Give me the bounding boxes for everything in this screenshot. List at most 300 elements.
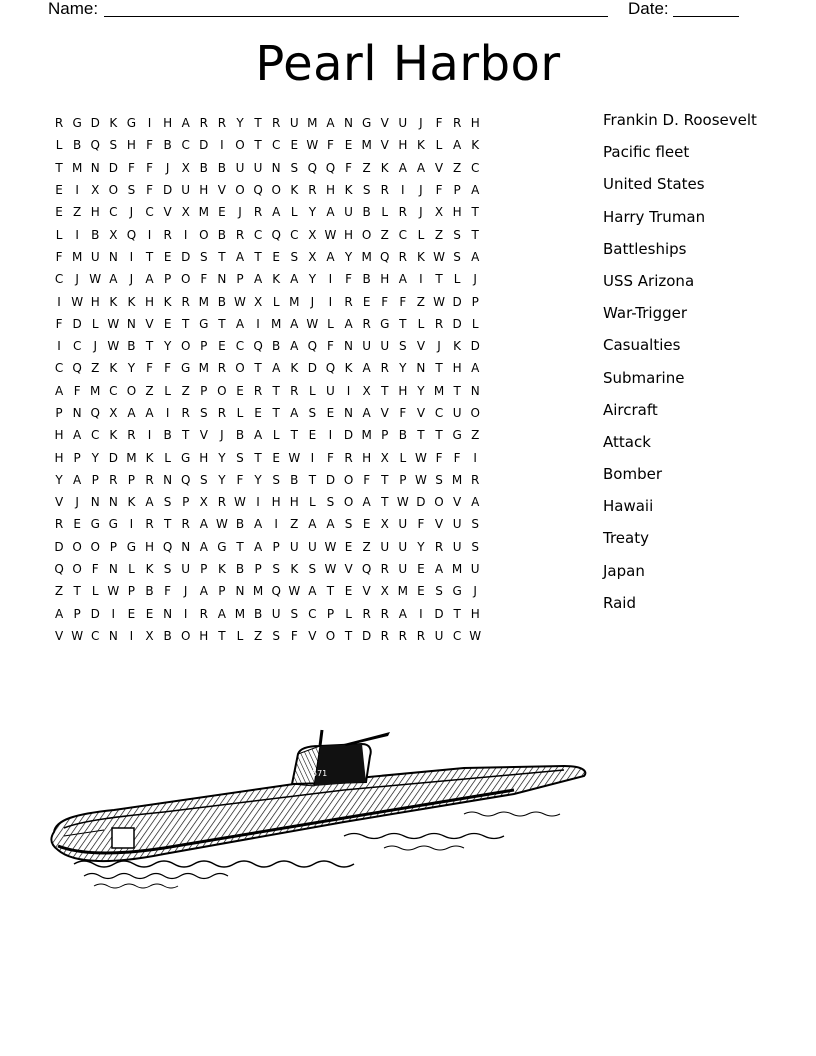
grid-letter: T [218,249,226,264]
grid-letter: P [272,539,280,554]
grid-letter: K [145,450,154,465]
grid-letter: R [199,116,208,131]
grid-letter: T [344,628,353,643]
grid-letter: N [90,160,100,175]
grid-letter: F [146,183,153,198]
grid-letter: S [199,249,208,264]
grid-letter: U [452,406,462,420]
grid-letter: O [72,539,82,554]
grid-row [50,223,590,245]
grid-letter: H [325,183,335,198]
grid-letter: F [164,584,172,599]
grid-letter: W [234,294,246,309]
grid-letter: I [147,116,152,131]
grid-letter: D [452,294,462,309]
grid-letter: R [217,495,227,510]
grid-letter: B [73,138,82,153]
grid-letter: A [398,160,407,175]
grid-letter: T [471,205,479,220]
grid-letter: V [163,205,172,220]
grid-letter: Q [162,539,173,554]
grid-letter: K [453,339,462,354]
grid-letter: R [253,205,263,220]
grid-letter: P [73,606,81,621]
grid-letter: H [145,294,155,309]
grid-letter: B [253,606,263,621]
grid-letter: K [272,272,281,287]
grid-letter: H [398,383,408,398]
grid-letter: W [324,539,337,554]
grid-letter: Z [91,361,100,376]
grid-letter: Y [344,249,353,264]
grid-letter: R [217,406,227,420]
grid-letter: Z [145,383,154,398]
word-list-item: USS Arizona [603,271,695,290]
grid-letter: A [253,428,263,443]
grid-letter: E [163,249,172,264]
grid-letter: R [398,205,407,220]
grid-letter: I [401,183,405,198]
grid-letter: R [362,316,371,331]
grid-letter: E [218,205,226,220]
grid-letter: T [399,316,407,331]
grid-letter: F [345,272,352,287]
grid-letter: H [145,539,155,554]
grid-letter: R [380,183,389,198]
grid-letter: A [471,249,480,264]
grid-letter: S [272,562,280,577]
grid-letter: E [73,517,81,532]
grid-letter: J [473,272,477,287]
grid-letter: U [181,183,191,198]
grid-letter: U [307,539,317,554]
grid-letter: S [199,406,208,420]
grid-letter: A [54,606,64,621]
grid-row [50,157,590,179]
grid-letter: C [235,339,245,354]
grid-letter: J [473,584,477,599]
grid-row [50,402,590,424]
grid-letter: X [181,160,190,175]
grid-letter: C [145,205,154,220]
grid-letter: B [163,138,172,153]
grid-letter: P [200,562,208,577]
grid-letter: S [109,138,118,153]
grid-letter: V [380,406,389,420]
grid-letter: A [73,472,82,487]
grid-letter: P [254,562,262,577]
grid-letter: D [199,138,209,153]
grid-letter: Y [417,383,425,398]
grid-letter: O [108,183,119,198]
grid-letter: Q [90,138,100,153]
grid-letter: E [55,205,63,220]
grid-letter: H [380,272,390,287]
grid-letter: C [398,227,408,242]
grid-letter: Q [325,160,336,175]
grid-letter: T [218,628,226,643]
grid-letter: O [72,562,82,577]
grid-letter: R [217,361,227,376]
grid-letter: E [145,606,154,621]
grid-letter: P [109,539,117,554]
grid-letter: A [199,539,208,554]
grid-letter: N [108,628,118,643]
grid-letter: P [127,584,136,599]
grid-letter: P [200,383,208,398]
grid-letter: S [435,584,443,599]
grid-letter: N [108,495,118,510]
grid-letter: N [108,562,118,577]
grid-letter: E [308,428,317,443]
grid-letter: Q [72,361,82,376]
grid-letter: W [414,472,427,487]
grid-letter: C [308,606,317,621]
grid-letter: A [272,361,281,376]
grid-letter: R [398,628,407,643]
grid-letter: L [91,316,99,331]
grid-letter: Z [362,539,371,554]
grid-letter: V [416,406,426,420]
grid-letter: W [288,584,301,599]
grid-letter: R [398,249,407,264]
grid-letter: B [235,517,245,532]
grid-letter: D [162,183,173,198]
grid-letter: R [181,517,190,532]
grid-letter: A [290,272,299,287]
grid-letter: E [362,517,371,532]
grid-letter: K [290,183,299,198]
grid-letter: O [470,406,480,420]
grid-letter: V [453,495,462,510]
grid-letter: X [91,183,100,198]
grid-letter: F [91,562,99,577]
grid-letter: B [235,562,245,577]
grid-letter: L [309,383,316,398]
grid-letter: W [107,339,120,354]
grid-letter: E [254,406,262,420]
word-list-item: Battleships [603,239,687,258]
grid-letter: Y [308,205,317,220]
grid-letter: L [290,205,298,220]
grid-letter: R [308,183,317,198]
grid-letter: J [183,584,188,599]
grid-letter: H [452,205,462,220]
grid-letter: R [145,517,154,532]
word-list-item: Raid [603,593,636,612]
grid-letter: J [129,272,134,287]
grid-letter: H [289,495,299,510]
grid-letter: K [416,138,425,153]
grid-letter: R [163,227,172,242]
grid-letter: N [416,361,426,376]
grid-letter: E [417,562,425,577]
grid-letter: Z [452,160,462,175]
grid-letter: F [435,450,443,465]
grid-letter: J [75,272,79,287]
grid-letter: M [451,562,463,577]
grid-letter: U [90,249,100,264]
grid-letter: D [90,606,100,621]
grid-letter: N [163,606,173,621]
grid-letter: M [126,450,137,465]
grid-letter: P [127,472,136,487]
grid-letter: U [253,160,263,175]
grid-letter: F [399,294,407,309]
grid-letter: A [253,539,263,554]
grid-letter: W [215,517,228,532]
grid-row [50,134,590,156]
grid-letter: L [164,383,171,398]
grid-letter: E [163,316,172,331]
grid-letter: Z [434,227,444,242]
grid-letter: C [253,227,263,242]
grid-letter: D [307,361,317,376]
grid-letter: A [326,249,335,264]
date-label: Date: [628,0,669,18]
grid-letter: I [328,272,333,287]
grid-letter: S [308,562,317,577]
grid-letter: R [344,294,353,309]
hull-number: 571 [312,769,328,778]
grid-letter: P [326,606,335,621]
grid-letter: L [164,450,171,465]
grid-letter: U [452,539,462,554]
grid-letter: O [343,472,354,487]
grid-letter: J [310,294,315,309]
grid-letter: H [54,428,64,443]
grid-letter: N [344,116,354,131]
grid-letter: S [435,472,443,487]
grid-letter: Z [73,205,82,220]
grid-letter: E [55,183,63,198]
grid-letter: K [163,294,172,309]
grid-letter: T [290,428,298,443]
grid-letter: Y [417,539,425,554]
grid-letter: G [181,361,191,376]
grid-letter: A [253,272,263,287]
grid-letter: C [109,205,118,220]
grid-row [50,625,590,647]
grid-letter: K [290,562,299,577]
grid-letter: I [419,606,423,621]
grid-letter: R [217,116,227,131]
grid-letter: D [343,428,354,443]
grid-letter: I [129,628,134,643]
grid-letter: F [327,450,334,465]
grid-letter: S [471,517,480,532]
grid-letter: K [217,562,226,577]
grid-letter: X [199,495,208,510]
grid-letter: M [234,606,246,621]
grid-letter: U [398,539,408,554]
grid-letter: N [181,539,191,554]
grid-letter: I [147,428,152,443]
word-list-item: Submarine [603,368,685,387]
grid-letter: J [419,183,423,198]
grid-row [50,268,590,290]
grid-letter: O [235,361,245,376]
grid-letter: I [473,450,477,465]
grid-letter: X [380,450,389,465]
grid-letter: R [109,472,118,487]
grid-letter: A [308,517,317,532]
grid-letter: R [199,606,208,621]
grid-letter: G [452,584,462,599]
grid-letter: X [109,406,118,420]
grid-letter: C [434,406,444,420]
grid-letter: A [326,517,335,532]
grid-letter: J [419,116,423,131]
grid-letter: A [109,272,118,287]
grid-letter: F [127,160,135,175]
grid-letter: U [380,339,390,354]
grid-letter: P [200,339,208,354]
grid-letter: I [328,294,333,309]
grid-letter: I [129,249,134,264]
grid-letter: U [289,539,299,554]
grid-letter: B [290,472,299,487]
grid-letter: Y [308,272,317,287]
grid-letter: S [272,472,280,487]
grid-letter: A [54,383,64,398]
grid-letter: I [346,383,351,398]
grid-letter: T [254,249,262,264]
grid-letter: T [272,406,280,420]
grid-letter: O [90,539,100,554]
name-field[interactable] [104,16,608,17]
grid-letter: T [272,383,280,398]
grid-letter: V [380,138,389,153]
grid-letter: L [453,272,461,287]
grid-letter: K [127,495,136,510]
grid-letter: A [145,272,154,287]
grid-letter: B [362,272,371,287]
grid-letter: S [199,472,208,487]
grid-letter: G [452,428,462,443]
grid-letter: P [55,406,63,420]
grid-letter: O [271,183,281,198]
grid-letter: B [235,428,245,443]
grid-letter: C [181,138,190,153]
grid-letter: C [91,428,100,443]
grid-letter: G [361,116,372,131]
grid-letter: B [127,339,136,354]
grid-letter: F [290,628,298,643]
grid-letter: Y [218,450,226,465]
grid-letter: N [344,339,354,354]
grid-letter: P [163,272,172,287]
grid-letter: C [271,138,281,153]
date-field[interactable] [673,16,739,17]
grid-letter: Y [127,361,136,376]
grid-row [50,424,590,446]
grid-letter: T [381,383,389,398]
grid-letter: B [217,227,226,242]
grid-letter: A [199,517,208,532]
grid-letter: D [72,316,82,331]
grid-letter: E [344,584,353,599]
grid-letter: F [55,316,63,331]
grid-letter: N [344,406,354,420]
grid-letter: R [344,450,353,465]
grid-letter: R [380,562,389,577]
grid-letter: T [453,383,461,398]
grid-letter: X [109,227,118,242]
grid-letter: B [398,428,407,443]
grid-letter: F [399,406,407,420]
grid-letter: V [308,628,317,643]
grid-letter: P [73,450,81,465]
grid-letter: X [380,517,389,532]
grid-letter: A [217,606,226,621]
grid-letter: K [109,294,118,309]
grid-letter: L [55,138,63,153]
word-list-item: Japan [603,561,645,580]
grid-letter: T [471,227,479,242]
grid-letter: I [75,183,79,198]
grid-letter: O [325,628,336,643]
grid-letter: P [471,294,479,309]
grid-letter: H [470,606,480,621]
grid-letter: Y [55,472,63,487]
grid-letter: L [435,138,443,153]
grid-letter: Q [54,562,64,577]
grid-letter: H [398,138,408,153]
grid-letter: M [361,249,372,264]
grid-letter: P [236,272,244,287]
grid-letter: K [109,116,118,131]
grid-row [50,313,590,335]
grid-letter: D [470,339,480,354]
grid-letter: O [235,138,245,153]
grid-letter: V [344,562,353,577]
grid-letter: S [236,450,244,465]
grid-letter: I [75,227,79,242]
grid-letter: L [236,628,244,643]
grid-letter: L [381,205,389,220]
grid-letter: U [235,160,245,175]
grid-letter: E [344,539,353,554]
grid-letter: F [200,272,208,287]
grid-letter: A [471,183,480,198]
grid-row [50,335,590,357]
grid-letter: T [326,584,335,599]
grid-letter: W [306,138,319,153]
grid-letter: O [126,383,137,398]
grid-letter: W [107,584,120,599]
grid-letter: D [108,450,118,465]
grid-letter: H [90,294,100,309]
grid-letter: A [290,339,299,354]
grid-letter: X [145,628,154,643]
grid-letter: L [327,316,334,331]
grid-letter: C [72,339,82,354]
grid-letter: F [236,472,244,487]
word-list-item: Aircraft [603,400,658,419]
grid-letter: K [290,361,299,376]
grid-row [50,558,590,580]
grid-letter: V [434,517,444,532]
grid-letter: A [362,495,371,510]
grid-letter: R [181,294,190,309]
grid-letter: T [381,472,389,487]
grid-row [50,246,590,268]
grid-letter: E [272,249,280,264]
grid-letter: R [181,406,190,420]
grid-letter: Z [380,227,389,242]
grid-letter: M [397,584,408,599]
